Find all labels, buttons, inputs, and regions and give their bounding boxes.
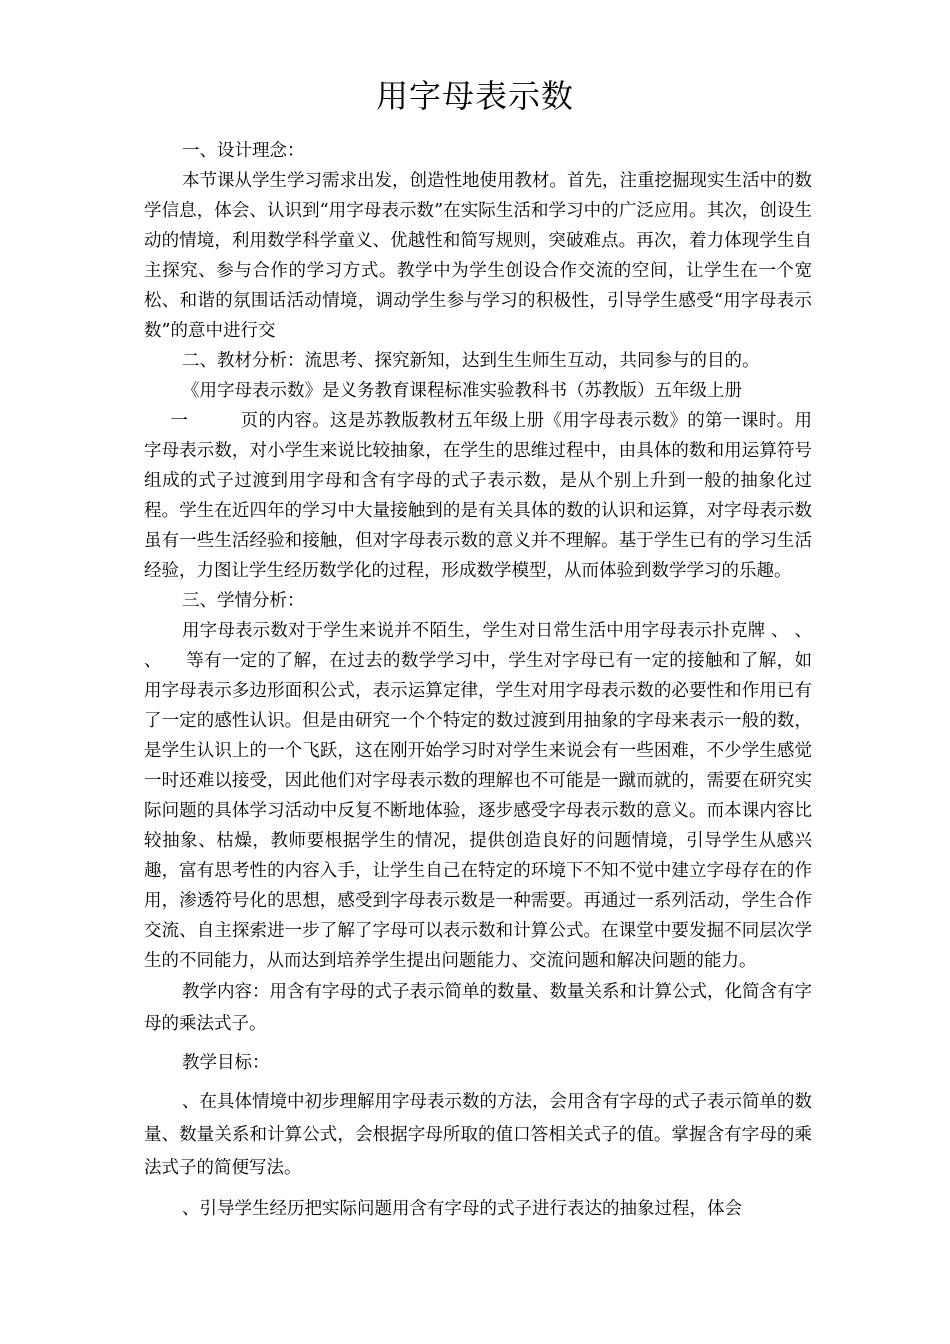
learner-paragraph — [144, 616, 812, 976]
goal-item-2: 、引导学生经历把实际问题用含有字母的式子进行表达的抽象过程，体会 — [182, 1199, 742, 1219]
learner-text-b: 等有一定的了解，在过去的数学学习中，学生对字母已有一定的接触和了解，如用字母表示多边形面积公式，表示运算定律，学生对用字母表示数的必要性和作用已有了一定的感性认识。但是由研究一个个特定的数过渡到用抽象的字母来表示一般的数，是学生认识上的一个飞跃，这在刚开始学习时对学生来说会有一些困难，不少学生感觉一时还难以接受，因此他们对字母表示数的理解也不可能是一蹴而就的，需要在研究实际问题的具体学习活动中反复不断地体验，逐步感受字母表示数的意义。而本课内容比较抽象、枯燥，教师要根据学生的情况，提供创造良好的问题情境，引导学生从感兴趣，富有思考性的内容入手，让学生自己在特定的环境下不知不觉中建立字母存在的作用，渗透符号化的思想，感受到字母表示数是一种需要。再通过一系列活动，学生合作交流、自主探索进一步了解了字母可以表示数和计算公式。在课堂中要发掘不同层次学生的不同能力，从而达到培养学生提出问题能力、交流问题和解决问题的能力。 — [144, 651, 812, 971]
learner-heading: 三、学情分析： — [182, 591, 305, 611]
material-text-b: 页的内容。这是苏教版教材五年级上册《用字母表示数》的第一课时。用字母表示数，对小学生来说比较抽象，在学生的思维过程中，由具体的数和用运算符号组成的式子过渡到用字母和含有字母的式子表示数，是从个别上升到一般的抽象化过程。学生在近四年的学习中大量接触到的是有关具体的数的认识和运算，对字母表示数虽有一些生活经验和接触，但对字母表示数的意义并不理解。基于学生已有的学习生活经验，力图让学生经历数学化的过程，形成数学模型，从而体验到数学学习的乐趣。 — [144, 411, 813, 581]
document-body — [144, 136, 812, 1226]
goals-heading: 教学目标： — [182, 1053, 270, 1073]
document-title: 用字母表示数 — [375, 77, 574, 115]
material-heading: 二、教材分析：流思考、探究新知，达到生生师生互动，共同参与的目的。 — [182, 351, 760, 371]
design-paragraph: 本节课从学生学习需求出发，创造性地使用教材。首先，注重挖掘现实生活中的数学信息，体会、认识到“用字母表示数”在实际生活和学习中的广泛应用。其次，创设生动的情境，利用数学科学童义、优越性和简写规则，突破难点。再次，着力体现学生自主探究、参与合作的学习方式。教学中为学生创设合作交流的空间，让学生在一个宽松、和谐的氛围话活动情境，调动学生参与学习的积极性，引导学生感受“用字母表示数”的意中进行交 — [144, 171, 812, 341]
material-dash: 一 — [170, 411, 189, 431]
design-heading: 一、设计理念： — [182, 141, 305, 161]
content-paragraph: 教学内容：用含有字母的式子表示简单的数量、数量关系和计算公式，化简含有字母的乘法式子。 — [144, 982, 812, 1034]
material-text-a: 《用字母表示数》是义务教育课程标准实验教科书（苏教版）五年级上册 — [182, 381, 742, 401]
goal-item-1: 、在具体情境中初步理解用字母表示数的方法，会用含有字母的式子表示简单的数量、数量关系和计算公式，会根据字母所取的值口答相关式子的值。掌握含有字母的乘法式子的简便写法。 — [144, 1092, 812, 1178]
material-paragraph — [144, 376, 812, 586]
learner-marks: 、 、 、 — [144, 621, 812, 671]
learner-text-a: 用字母表示数对于学生来说并不陌生，学生对日常生活中用字母表示扑克牌 — [182, 621, 766, 641]
